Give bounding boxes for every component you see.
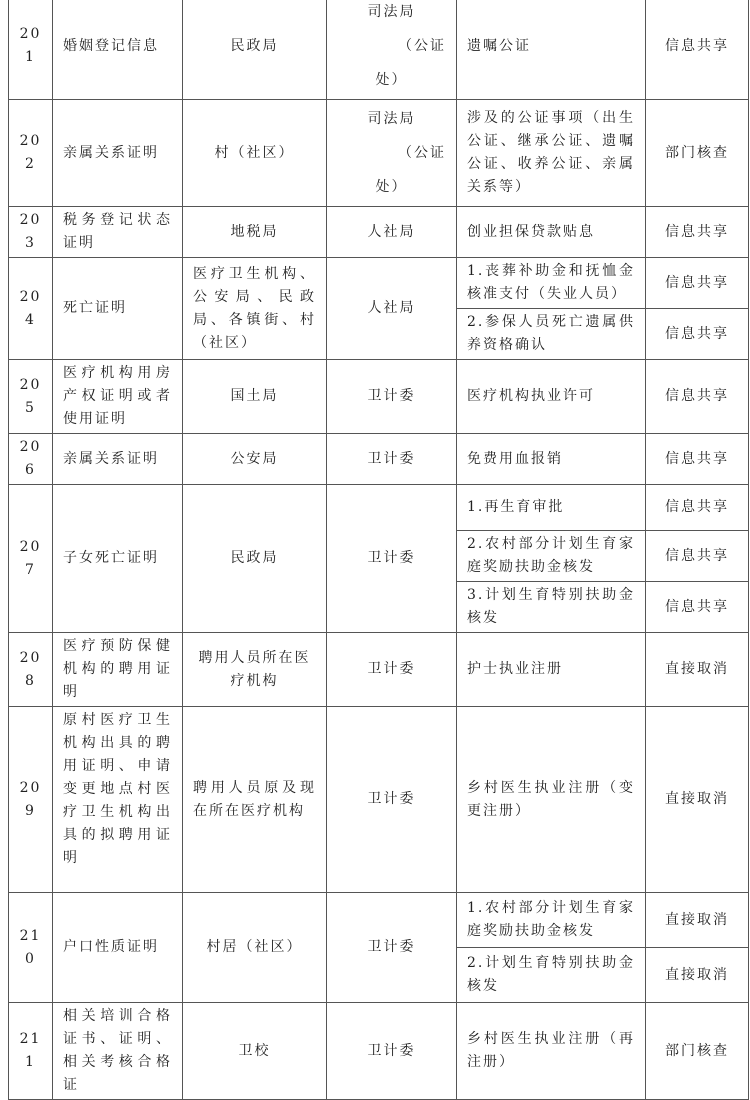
department-line: 处） xyxy=(375,179,408,195)
row-number: 209 xyxy=(9,707,53,893)
handling-method: 信息共享 xyxy=(646,434,749,485)
row-number: 206 xyxy=(9,434,53,485)
service-item: 护士执业注册 xyxy=(457,633,646,707)
handling-method: 信息共享 xyxy=(646,360,749,434)
handling-method: 信息共享 xyxy=(646,309,749,360)
table-row xyxy=(9,100,749,207)
handling-department: 卫计委 xyxy=(327,485,457,633)
row-number: 203 xyxy=(9,207,53,258)
table-row xyxy=(9,434,749,485)
material-name: 相关培训合格证书、证明、相关考核合格证 xyxy=(53,1003,183,1100)
table-row xyxy=(9,258,749,309)
material-name: 税务登记状态证明 xyxy=(53,207,183,258)
issuing-unit: 医疗卫生机构、公安局、民政局、各镇街、村（社区） xyxy=(183,258,327,360)
department-line: 司法局 xyxy=(367,111,416,127)
row-number: 205 xyxy=(9,360,53,434)
service-item: 免费用血报销 xyxy=(457,434,646,485)
handling-method: 信息共享 xyxy=(646,582,749,633)
service-item: 1.丧葬补助金和抚恤金核准支付（失业人员） xyxy=(457,258,646,309)
handling-method: 部门核查 xyxy=(646,1003,749,1100)
department-line: （公证 xyxy=(398,38,446,54)
service-item: 2.农村部分计划生育家庭奖励扶助金核发 xyxy=(457,531,646,582)
issuing-unit: 聘用人员所在医疗机构 xyxy=(183,633,327,707)
service-item: 1.农村部分计划生育家庭奖励扶助金核发 xyxy=(457,893,646,948)
handling-method: 信息共享 xyxy=(646,0,749,100)
handling-method: 直接取消 xyxy=(646,707,749,893)
table-row xyxy=(9,1003,749,1100)
handling-department xyxy=(327,0,457,100)
material-name: 子女死亡证明 xyxy=(53,485,183,633)
issuing-unit: 卫校 xyxy=(183,1003,327,1100)
row-number: 208 xyxy=(9,633,53,707)
service-item: 乡村医生执业注册（再注册） xyxy=(457,1003,646,1100)
issuing-unit: 民政局 xyxy=(183,485,327,633)
table-row xyxy=(9,893,749,948)
handling-department: 卫计委 xyxy=(327,633,457,707)
service-item: 医疗机构执业许可 xyxy=(457,360,646,434)
handling-method: 信息共享 xyxy=(646,207,749,258)
department-line: 处） xyxy=(375,72,408,88)
table-row xyxy=(9,707,749,893)
material-name: 医疗预防保健机构的聘用证明 xyxy=(53,633,183,707)
table-row xyxy=(9,207,749,258)
department-line: 司法局 xyxy=(367,4,416,20)
handling-department: 卫计委 xyxy=(327,707,457,893)
handling-method: 直接取消 xyxy=(646,633,749,707)
service-item: 遗嘱公证 xyxy=(457,0,646,100)
handling-method: 信息共享 xyxy=(646,485,749,531)
handling-department: 卫计委 xyxy=(327,1003,457,1100)
row-number: 211 xyxy=(9,1003,53,1100)
material-name: 婚姻登记信息 xyxy=(53,0,183,100)
row-number: 202 xyxy=(9,100,53,207)
material-name: 户口性质证明 xyxy=(53,893,183,1003)
row-number: 201 xyxy=(9,0,53,100)
material-name: 原村医疗卫生机构出具的聘用证明、申请变更地点村医疗卫生机构出具的拟聘用证明 xyxy=(53,707,183,893)
service-item: 乡村医生执业注册（变更注册） xyxy=(457,707,646,893)
table-row xyxy=(9,0,749,100)
handling-method: 直接取消 xyxy=(646,893,749,948)
issuing-unit: 村（社区） xyxy=(183,100,327,207)
issuing-unit: 聘用人员原及现在所在医疗机构 xyxy=(183,707,327,893)
service-item: 2.参保人员死亡遗属供养资格确认 xyxy=(457,309,646,360)
issuing-unit: 公安局 xyxy=(183,434,327,485)
issuing-unit: 国土局 xyxy=(183,360,327,434)
handling-method: 直接取消 xyxy=(646,948,749,1003)
service-item: 创业担保贷款贴息 xyxy=(457,207,646,258)
issuing-unit: 民政局 xyxy=(183,0,327,100)
row-number: 207 xyxy=(9,485,53,633)
service-item: 3.计划生育特别扶助金核发 xyxy=(457,582,646,633)
row-number: 210 xyxy=(9,893,53,1003)
table-row xyxy=(9,633,749,707)
handling-method: 信息共享 xyxy=(646,531,749,582)
handling-department: 卫计委 xyxy=(327,360,457,434)
service-item: 涉及的公证事项（出生公证、继承公证、遗嘱公证、收养公证、亲属关系等） xyxy=(457,100,646,207)
issuing-unit: 地税局 xyxy=(183,207,327,258)
material-name: 医疗机构用房产权证明或者使用证明 xyxy=(53,360,183,434)
row-number: 204 xyxy=(9,258,53,360)
department-line: （公证 xyxy=(398,145,446,161)
handling-method: 部门核查 xyxy=(646,100,749,207)
material-name: 亲属关系证明 xyxy=(53,434,183,485)
handling-department: 人社局 xyxy=(327,258,457,360)
handling-method: 信息共享 xyxy=(646,258,749,309)
service-item: 2.计划生育特别扶助金核发 xyxy=(457,948,646,1003)
certificate-table xyxy=(8,0,749,1100)
handling-department: 卫计委 xyxy=(327,434,457,485)
handling-department: 卫计委 xyxy=(327,893,457,1003)
table-row xyxy=(9,360,749,434)
material-name: 亲属关系证明 xyxy=(53,100,183,207)
material-name: 死亡证明 xyxy=(53,258,183,360)
handling-department xyxy=(327,100,457,207)
table-row xyxy=(9,485,749,531)
issuing-unit: 村居（社区） xyxy=(183,893,327,1003)
handling-department: 人社局 xyxy=(327,207,457,258)
service-item: 1.再生育审批 xyxy=(457,485,646,531)
